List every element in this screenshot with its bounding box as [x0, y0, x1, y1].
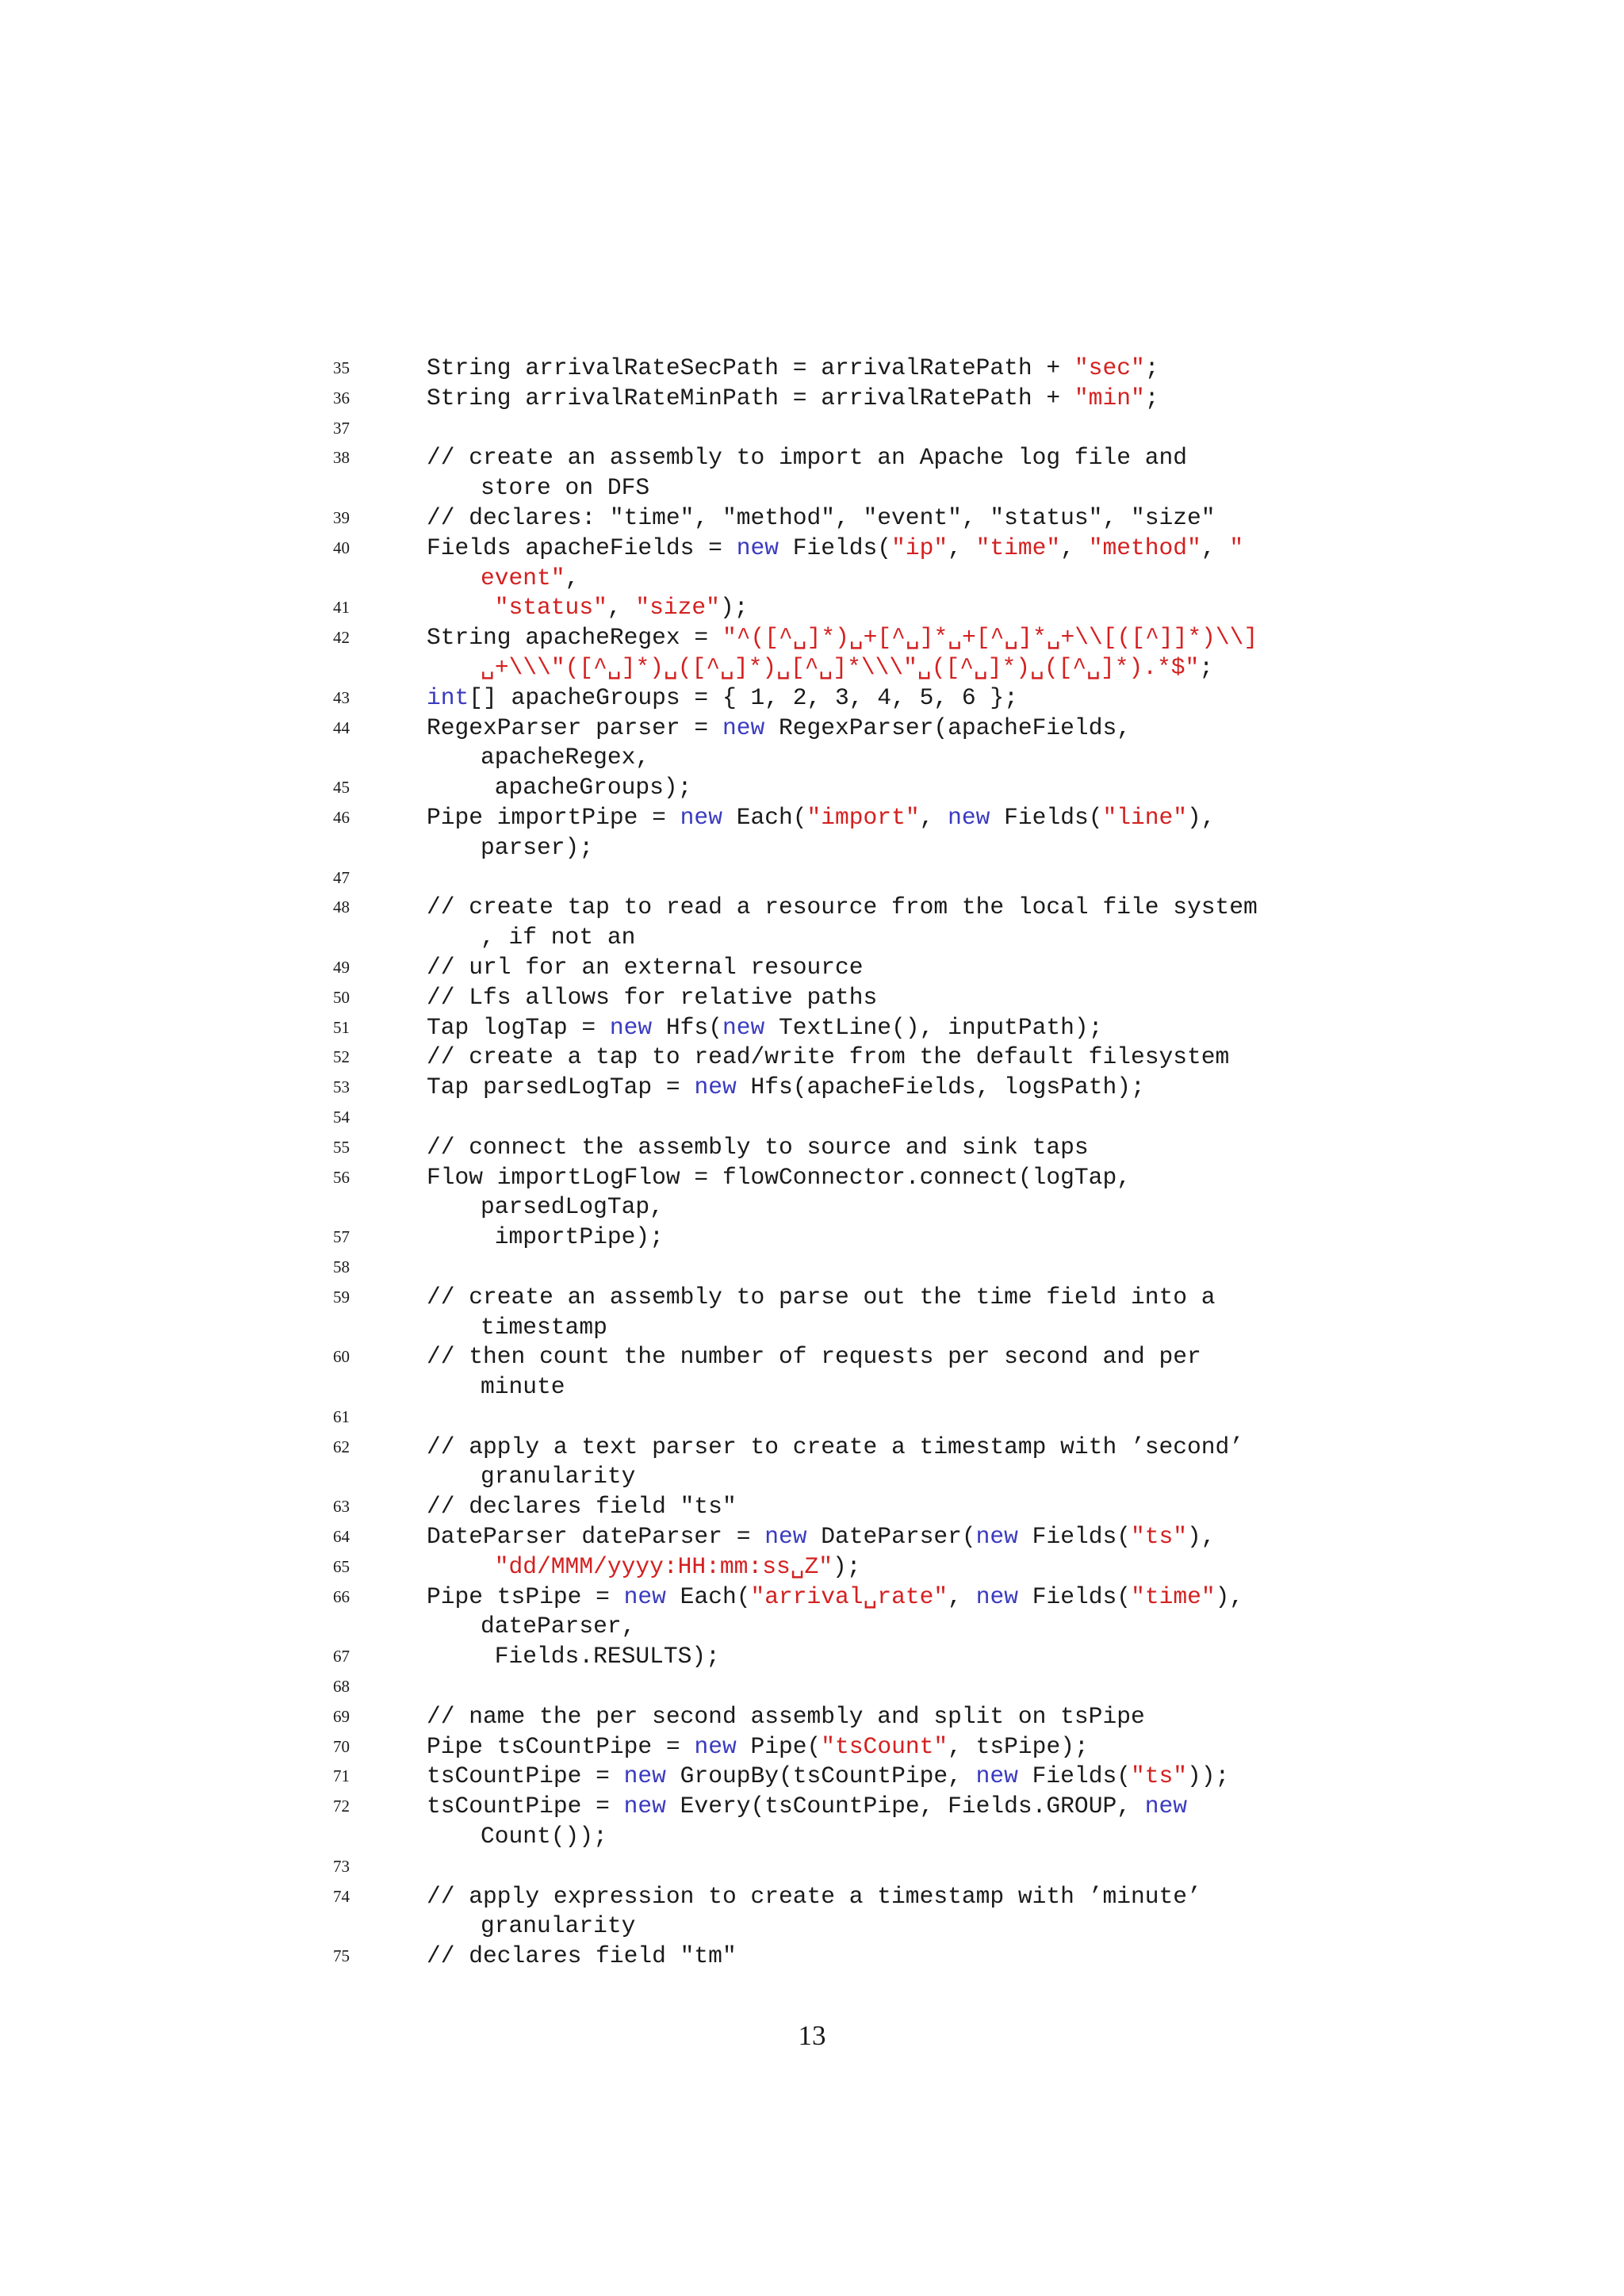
code-text [427, 503, 1216, 534]
string-token: " [1229, 534, 1244, 561]
code-token: Fields( [1017, 1762, 1131, 1790]
line-number: 56 [333, 1167, 350, 1187]
code-line [333, 1043, 1372, 1073]
code-line [333, 1462, 1372, 1492]
code-line [333, 1223, 1372, 1253]
code-text [427, 683, 1018, 714]
code-token: granularity [481, 1912, 636, 1940]
code-token: Pipe tsPipe = [427, 1582, 624, 1610]
code-line [333, 1163, 1372, 1193]
string-token: "tsCount" [821, 1732, 948, 1760]
code-text [481, 1642, 720, 1672]
string-token: "arrival␣rate" [750, 1582, 948, 1610]
code-token: Fields apacheFields = [427, 534, 737, 561]
code-line [333, 953, 1372, 983]
line-number: 44 [333, 718, 350, 737]
code-line [333, 714, 1372, 744]
code-line [333, 1522, 1372, 1552]
line-number: 43 [333, 687, 350, 707]
code-line [333, 863, 1372, 894]
code-text [427, 803, 1216, 833]
code-line [333, 923, 1372, 953]
code-token: Fields.RESULTS); [481, 1643, 720, 1670]
code-token: , [607, 594, 636, 622]
code-text [427, 1942, 737, 1972]
line-number: 38 [333, 448, 350, 468]
code-line [333, 1073, 1372, 1103]
code-token: // create an assembly to parse out the time field into a [427, 1283, 1216, 1311]
code-token: Count()); [481, 1823, 607, 1850]
code-text [427, 534, 1243, 564]
string-token: "ts" [1131, 1523, 1188, 1551]
code-text [427, 893, 1258, 923]
string-token: "ip" [891, 534, 948, 561]
code-text [481, 1552, 861, 1582]
code-line [333, 1942, 1372, 1972]
line-number: 39 [333, 507, 350, 527]
code-token: ); [719, 594, 749, 622]
keyword-token: new [975, 1582, 1018, 1610]
code-text [427, 1013, 1102, 1043]
code-text [427, 1522, 1216, 1552]
code-line [333, 1402, 1372, 1433]
string-token: "method" [1088, 534, 1201, 561]
keyword-token: new [609, 1013, 653, 1041]
code-line [333, 564, 1372, 594]
line-number: 72 [333, 1797, 350, 1816]
code-line [333, 773, 1372, 803]
code-token: Every(tsCountPipe, Fields.GROUP, [665, 1793, 1145, 1820]
code-token: ); [833, 1552, 861, 1580]
code-token: minute [481, 1373, 565, 1401]
code-token: // create an assembly to import an Apache log file and [427, 444, 1187, 472]
code-text [481, 1822, 607, 1852]
keyword-token: new [975, 1762, 1018, 1790]
code-token: String apacheRegex = [427, 624, 722, 652]
code-token: // name the per second assembly and split on tsPipe [427, 1702, 1145, 1730]
code-listing [333, 354, 1372, 1972]
code-token: ), [1187, 1523, 1216, 1551]
line-number: 51 [333, 1017, 350, 1037]
code-text [427, 1043, 1229, 1073]
code-token: // declares field "tm" [427, 1942, 737, 1970]
line-number: 35 [333, 358, 350, 377]
code-line [333, 1762, 1372, 1792]
code-token: Hfs(apacheFields, logsPath); [736, 1073, 1145, 1101]
code-text [427, 443, 1187, 473]
code-token: DateParser dateParser = [427, 1523, 765, 1551]
code-text [427, 714, 1131, 744]
code-line [333, 1342, 1372, 1372]
code-token: ), [1215, 1582, 1244, 1610]
code-token: timestamp [481, 1313, 607, 1341]
line-number: 69 [333, 1706, 350, 1726]
string-token: "import" [806, 803, 920, 831]
code-token: importPipe); [481, 1223, 664, 1251]
code-token: Each( [665, 1582, 751, 1610]
code-token: , [1201, 534, 1230, 561]
code-line [333, 1702, 1372, 1732]
code-line [333, 1732, 1372, 1762]
code-text [481, 1313, 607, 1343]
code-text [427, 384, 1159, 414]
code-token: dateParser, [481, 1613, 636, 1640]
code-token: , tsPipe); [948, 1732, 1089, 1760]
code-token: // apply a text parser to create a timestamp with ’second’ [427, 1433, 1244, 1460]
code-line [333, 534, 1372, 564]
code-line [333, 1133, 1372, 1163]
keyword-token: new [680, 803, 722, 831]
code-token: // then count the number of requests per second and per [427, 1343, 1201, 1371]
code-token: // create a tap to read/write from the default filesystem [427, 1043, 1230, 1071]
code-line [333, 1852, 1372, 1882]
code-token: Fields( [1017, 1582, 1132, 1610]
line-number: 57 [333, 1227, 350, 1247]
line-number: 52 [333, 1047, 350, 1067]
line-number: 45 [333, 778, 350, 798]
code-token: , [1060, 534, 1089, 561]
code-line [333, 1911, 1372, 1942]
line-number: 37 [333, 418, 350, 438]
line-number: 42 [333, 628, 350, 648]
code-text [427, 953, 864, 983]
line-number: 70 [333, 1736, 350, 1756]
code-text [427, 1283, 1216, 1313]
code-text [481, 743, 649, 773]
line-number: 49 [333, 957, 350, 977]
keyword-token: new [722, 1013, 765, 1041]
code-line [333, 1372, 1372, 1402]
line-number: 73 [333, 1856, 350, 1876]
code-line [333, 1882, 1372, 1912]
line-number: 36 [333, 388, 350, 408]
keyword-token: new [736, 534, 779, 561]
code-text [481, 1911, 635, 1942]
code-line [333, 414, 1372, 444]
code-line [333, 593, 1372, 623]
code-token: Tap parsedLogTap = [427, 1073, 695, 1101]
keyword-token: new [975, 1523, 1018, 1551]
code-text [427, 1792, 1187, 1822]
code-token: , if not an [481, 924, 636, 951]
code-line [333, 473, 1372, 503]
code-token: // apply expression to create a timestamp with ’minute’ [427, 1882, 1201, 1910]
code-line [333, 1822, 1372, 1852]
code-line [333, 1582, 1372, 1613]
code-token: ; [1144, 384, 1159, 411]
code-token: Tap logTap = [427, 1013, 610, 1041]
line-number: 71 [333, 1766, 350, 1786]
code-token: apacheGroups); [481, 774, 692, 802]
code-text [481, 1192, 664, 1223]
line-number: 46 [333, 807, 350, 827]
code-line [333, 1672, 1372, 1702]
code-text [427, 1882, 1201, 1912]
code-token: Fields( [778, 534, 892, 561]
code-text [481, 473, 649, 503]
code-token: ; [1144, 354, 1159, 381]
code-line [333, 1433, 1372, 1463]
keyword-token: new [764, 1523, 807, 1551]
code-token: // declares: "time", "method", "event", "status", "size" [427, 503, 1216, 531]
line-number: 65 [333, 1556, 350, 1576]
keyword-token: new [694, 1073, 737, 1101]
code-line [333, 1103, 1372, 1133]
code-line [333, 833, 1372, 863]
keyword-token: int [427, 683, 469, 711]
keyword-token: new [694, 1732, 737, 1760]
code-token: // declares field "ts" [427, 1493, 737, 1521]
code-token: Pipe( [736, 1732, 822, 1760]
string-token: ␣+\\\"([^␣]*)␣([^␣]*)␣[^␣]*\\\"␣([^␣]*)␣([^␣]*).*$" [481, 653, 1200, 681]
code-line [333, 623, 1372, 653]
code-line [333, 683, 1372, 714]
code-text [427, 1492, 737, 1522]
code-text [481, 833, 593, 863]
keyword-token: new [623, 1582, 666, 1610]
code-token: String arrivalRateMinPath = arrivalRatePath + [427, 384, 1074, 411]
code-token: RegexParser parser = [427, 714, 722, 741]
line-number: 48 [333, 897, 350, 917]
string-token: "ts" [1130, 1762, 1188, 1790]
code-token: // connect the assembly to source and sink taps [427, 1133, 1089, 1161]
code-token: , [948, 1582, 976, 1610]
line-number: 68 [333, 1677, 350, 1697]
code-token: Pipe importPipe = [427, 803, 680, 831]
code-token: apacheRegex, [481, 744, 650, 771]
code-text [427, 1073, 1145, 1103]
code-text [481, 1223, 664, 1253]
code-text [481, 653, 1213, 683]
string-token: "time" [1131, 1582, 1216, 1610]
code-token: , [919, 803, 948, 831]
code-line [333, 1192, 1372, 1223]
code-token: // Lfs allows for relative paths [427, 983, 878, 1011]
code-token: String arrivalRateSecPath = arrivalRatePath + [427, 354, 1074, 381]
string-token: "line" [1102, 803, 1188, 831]
code-token: GroupBy(tsCountPipe, [665, 1762, 976, 1790]
page-number: 13 [798, 2020, 826, 2051]
code-line [333, 653, 1372, 683]
line-number: 63 [333, 1497, 350, 1517]
string-token: "time" [975, 534, 1061, 561]
code-line [333, 1642, 1372, 1672]
code-token: parsedLogTap, [481, 1193, 664, 1221]
code-line [333, 354, 1372, 384]
line-number: 75 [333, 1946, 350, 1966]
string-token: "^([^␣]*)␣+[^␣]*␣+[^␣]*␣+\\[([^]]*)\\] [722, 624, 1258, 652]
code-line [333, 443, 1372, 473]
code-text [481, 773, 691, 803]
code-text [481, 1462, 635, 1492]
code-text [481, 1612, 635, 1642]
code-token: DateParser( [806, 1523, 976, 1551]
code-token: // url for an external resource [427, 953, 864, 981]
keyword-token: new [948, 803, 990, 831]
string-token: "sec" [1074, 354, 1145, 381]
code-line [333, 983, 1372, 1013]
code-token: ), [1187, 803, 1216, 831]
code-line [333, 1253, 1372, 1283]
code-text [481, 923, 635, 953]
keyword-token: new [722, 714, 765, 741]
code-text [427, 1342, 1201, 1372]
code-line [333, 503, 1372, 534]
code-line [333, 1492, 1372, 1522]
code-token: store on DFS [481, 474, 650, 502]
keyword-token: new [623, 1762, 666, 1790]
code-token: tsCountPipe = [427, 1793, 624, 1820]
code-token: RegexParser(apacheFields, [764, 714, 1131, 741]
code-token: Pipe tsCountPipe = [427, 1732, 695, 1760]
string-token: "min" [1074, 384, 1145, 411]
code-text [427, 623, 1258, 653]
code-text [427, 1133, 1089, 1163]
code-token [481, 1553, 495, 1580]
code-line [333, 1792, 1372, 1822]
line-number: 54 [333, 1107, 350, 1127]
string-token: event" [481, 564, 565, 591]
string-token: "status" [494, 594, 607, 622]
code-line [333, 1612, 1372, 1642]
code-line [333, 384, 1372, 414]
line-number: 41 [333, 598, 350, 618]
code-text [427, 1433, 1243, 1463]
code-text [427, 1582, 1243, 1613]
line-number: 40 [333, 538, 350, 557]
code-text [427, 1762, 1229, 1792]
code-token [481, 594, 495, 621]
line-number: 53 [333, 1077, 350, 1097]
code-token: Hfs( [652, 1013, 722, 1041]
line-number: 67 [333, 1647, 350, 1667]
code-token: // create tap to read a resource from the local file system [427, 894, 1258, 921]
code-token: granularity [481, 1463, 636, 1490]
line-number: 62 [333, 1437, 350, 1456]
code-text [427, 1163, 1131, 1193]
code-text [427, 1732, 1089, 1762]
code-token: TextLine(), inputPath); [764, 1013, 1103, 1041]
line-number: 66 [333, 1586, 350, 1606]
keyword-token: new [1144, 1793, 1188, 1820]
code-line [333, 893, 1372, 923]
code-line [333, 1013, 1372, 1043]
code-text [481, 564, 579, 594]
keyword-token: new [623, 1793, 666, 1820]
line-number: 74 [333, 1886, 350, 1906]
string-token: "size" [635, 594, 720, 622]
code-text [481, 593, 748, 623]
code-token: ; [1199, 653, 1214, 681]
line-number: 47 [333, 867, 350, 887]
line-number: 61 [333, 1406, 350, 1426]
code-token: )); [1187, 1762, 1230, 1790]
code-line [333, 803, 1372, 833]
code-token: parser); [481, 833, 594, 861]
code-line [333, 1283, 1372, 1313]
code-line [333, 1313, 1372, 1343]
code-token: , [565, 564, 580, 591]
line-number: 55 [333, 1137, 350, 1157]
code-token: Flow importLogFlow = flowConnector.connect(logTap, [427, 1163, 1131, 1191]
code-text [427, 983, 877, 1013]
line-number: 58 [333, 1257, 350, 1276]
line-number: 59 [333, 1287, 350, 1307]
code-token: Fields( [990, 803, 1103, 831]
code-text [481, 1372, 565, 1402]
code-token: Each( [722, 803, 807, 831]
code-text [427, 1702, 1145, 1732]
code-line [333, 743, 1372, 773]
code-line [333, 1552, 1372, 1582]
line-number: 60 [333, 1347, 350, 1367]
code-token: Fields( [1017, 1523, 1131, 1551]
code-token: [] apacheGroups = { 1, 2, 3, 4, 5, 6 }; [469, 683, 1018, 711]
line-number: 50 [333, 987, 350, 1007]
string-token: "dd/MMM/yyyy:HH:mm:ss␣Z" [494, 1552, 833, 1580]
line-number: 64 [333, 1527, 350, 1547]
code-text [427, 354, 1159, 384]
code-token: tsCountPipe = [427, 1762, 624, 1790]
code-token: , [948, 534, 976, 561]
